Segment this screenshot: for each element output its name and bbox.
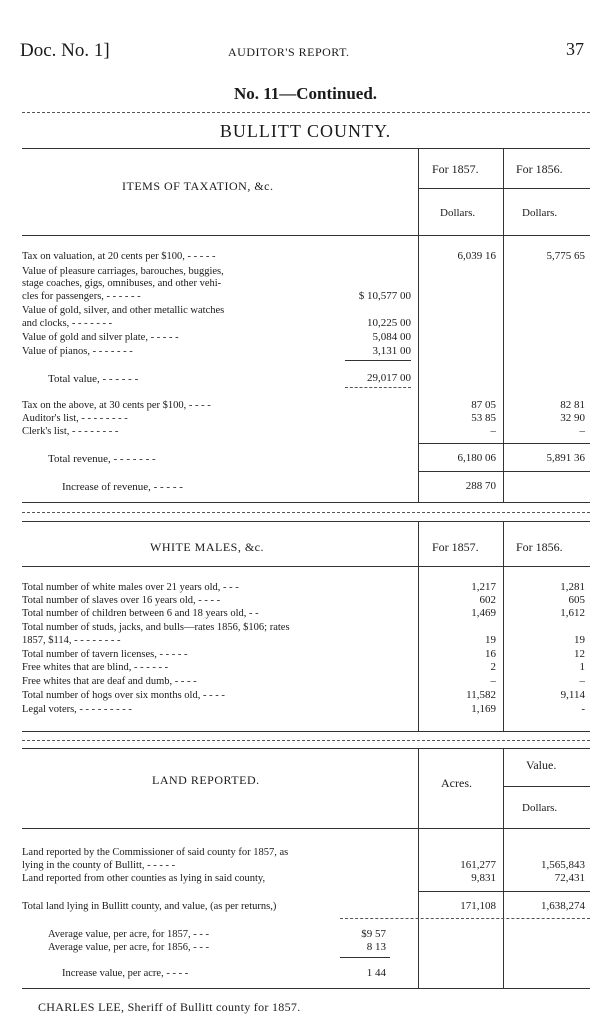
value-1856: 82 81 [560,399,585,411]
value-1857: 11,582 [466,689,496,701]
total-land-label: Total land lying in Bullitt county, and value, (as per returns,) [22,901,277,912]
table-row: Total number of children between 6 and 18 years old, - - [22,608,259,619]
table-row: Total number of tavern licenses, - - - - - [22,649,188,660]
doc-number: Doc. No. 1] [20,40,110,61]
value-1856: 19 [574,634,585,646]
rule [22,502,590,503]
col-header-1857: For 1857. [432,540,479,554]
taxation-heading: ITEMS OF TAXATION, &c. [122,179,274,193]
rule [418,471,590,472]
avg-value-1856: 8 13 [366,941,386,953]
col-header-1857: For 1857. [432,162,479,176]
running-title: AUDITOR'S REPORT. [228,45,350,59]
value-1856: 605 [568,594,585,606]
table-subtitle: No. 11—Continued. [233,84,378,103]
increase-revenue: 288 70 [465,480,496,492]
value-1856: 5,775 65 [546,250,585,262]
table-row: Auditor's list, - - - - - - - - [22,413,128,424]
rule [503,786,590,787]
table-row: and clocks, - - - - - - - [22,318,113,329]
value-dollars: 1,565,843 [541,859,585,871]
value-1857: 16 [485,648,496,660]
rule [22,566,590,567]
rule [22,731,590,732]
table-row: Value of gold and silver plate, - - - - - [22,332,179,343]
value-acres: 161,277 [460,859,496,871]
value-acres: 9,831 [471,872,496,884]
white-males-heading: WHITE MALES, &c. [150,540,264,554]
col-header-acres: Acres. [441,776,472,790]
table-row: Tax on valuation, at 20 cents per $100, - - - - - [22,251,216,262]
column-divider [418,148,419,502]
value-1856: – [579,675,585,687]
table-row: lying in the county of Bullitt, - - - - - [22,860,176,871]
value-1856: – [579,425,585,437]
value-1856: 1,612 [560,607,585,619]
unit-dollars-1857: Dollars. [440,207,476,219]
table-row: Total number of slaves over 16 years old, - - - - [22,595,221,606]
total-acres: 171,108 [460,900,496,912]
value-1856: - [581,703,585,715]
county-title: BULLITT COUNTY. [219,121,392,141]
value-1857: 53 85 [471,412,496,424]
column-divider [503,521,504,731]
value-1856: 32 90 [560,412,585,424]
table-row: Tax on the above, at 30 cents per $100, - - - - [22,400,211,411]
column-divider [503,748,504,988]
table-row: cles for passengers, - - - - - - [22,291,141,302]
rule [418,891,590,892]
col-header-1856: For 1856. [516,162,563,176]
value-subtotal: $ 10,577 00 [358,290,411,302]
rule [22,828,590,829]
rule [340,918,590,919]
table-row: Value of gold, silver, and other metallic watches [22,305,225,316]
table-row: Total number of studs, jacks, and bulls—rates 1856, $106; rates [22,622,290,633]
column-divider [418,521,419,731]
table-row: Value of pianos, - - - - - - - [22,346,133,357]
total-value: 1,638,274 [541,900,585,912]
value-subtotal: 3,131 00 [372,345,411,357]
rule [22,512,590,513]
table-row: Free whites that are blind, - - - - - - [22,662,169,673]
table-row: Free whites that are deaf and dumb, - - - - [22,676,197,687]
rule [340,957,390,958]
rule [22,112,590,113]
table-row: Land reported from other counties as lying in said county, [22,873,266,884]
value-1856: 12 [574,648,585,660]
value-1857: 1,217 [471,581,496,593]
value-1857: 1,469 [471,607,496,619]
value-dollars: 72,431 [554,872,585,884]
increase-value: 1 44 [366,967,386,979]
table-row: Average value, per acre, for 1856, - - - [48,942,210,953]
table-row: Average value, per acre, for 1857, - - - [48,929,210,940]
value-1857: 1,169 [471,703,496,715]
page-number: 37 [566,39,584,59]
rule [345,387,411,388]
col-header-value: Value. [526,758,557,772]
unit-dollars-1856: Dollars. [522,207,558,219]
land-heading: LAND REPORTED. [152,773,260,787]
unit-dollars: Dollars. [522,802,558,814]
value-1856: 1 [579,661,585,673]
rule [22,235,590,236]
value-1857: 602 [479,594,496,606]
table-row: 1857, $114, - - - - - - - - [22,635,121,646]
rule [22,521,590,522]
rule [418,188,590,189]
column-divider [503,148,504,502]
increase-value-label: Increase value, per acre, - - - - [62,968,189,979]
table-row: Total number of white males over 21 years old, - - - [22,582,239,593]
value-1857: 6,039 16 [457,250,496,262]
table-row: Land reported by the Commissioner of said county for 1857, as [22,847,289,858]
total-revenue-1857: 6,180 06 [457,452,496,464]
value-1857: – [490,425,496,437]
total-revenue-label: Total revenue, - - - - - - - [48,453,156,465]
table-row: Clerk's list, - - - - - - - - [22,426,119,437]
signature-line: CHARLES LEE, Sheriff of Bullitt county for 1857. [38,1000,301,1014]
value-1856: 1,281 [560,581,585,593]
rule [22,740,590,741]
value-1856: 9,114 [560,689,585,701]
value-1857: 87 05 [471,399,496,411]
table-row: stage coaches, gigs, omnibuses, and other vehi- [22,278,222,289]
table-row: Legal voters, - - - - - - - - - [22,704,132,715]
rule [22,148,590,149]
value-subtotal: 10,225 00 [367,317,411,329]
total-value-label: Total value, - - - - - - [48,373,139,385]
rule [22,988,590,989]
rule [345,360,411,361]
total-revenue-1856: 5,891 36 [546,452,585,464]
increase-revenue-label: Increase of revenue, - - - - - [62,481,183,493]
value-1857: 2 [490,661,496,673]
table-row: Total number of hogs over six months old, - - - - [22,690,225,701]
total-value: 29,017 00 [367,372,411,384]
value-1857: 19 [485,634,496,646]
rule [22,748,590,749]
table-row: Value of pleasure carriages, barouches, buggies, [22,266,224,277]
value-subtotal: 5,084 00 [372,331,411,343]
column-divider [418,748,419,988]
value-1857: – [490,675,496,687]
avg-value-1857: $9 57 [361,928,386,940]
col-header-1856: For 1856. [516,540,563,554]
rule [418,443,590,444]
